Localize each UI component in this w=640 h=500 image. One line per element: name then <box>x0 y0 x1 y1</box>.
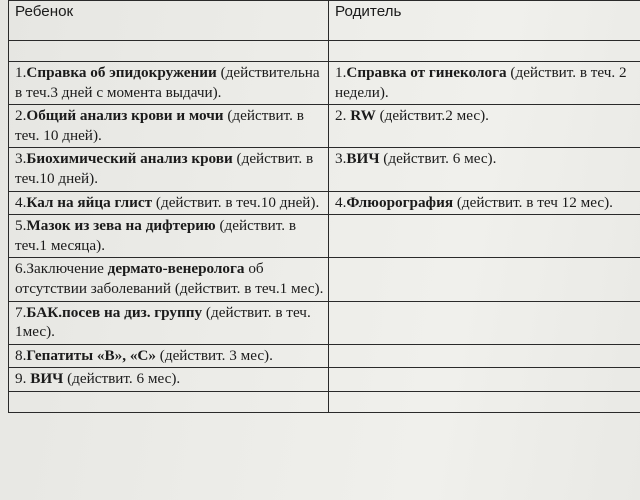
child-item-1: 1.Справка об эпидокружении (действительна в теч.3 дней с момента выдачи). <box>9 62 329 105</box>
documents-table <box>8 0 640 413</box>
parent-item-3: 3.ВИЧ (действит. 6 мес). <box>329 148 640 191</box>
parent-item-empty <box>329 301 640 344</box>
parent-item-1: 1.Справка от гинеколога (действит. в теч. 2 недели). <box>329 62 640 105</box>
table-row <box>9 391 640 412</box>
table-row <box>9 344 640 368</box>
parent-item-empty <box>329 215 640 258</box>
empty-cell <box>329 391 640 412</box>
table-row <box>9 258 640 301</box>
child-item-6: 6.Заключение дермато-венеролога об отсутствии заболеваний (действит. в теч.1 мес). <box>9 258 329 301</box>
parent-item-4: 4.Флюорография (действит. в теч 12 мес). <box>329 191 640 215</box>
parent-item-2: 2. RW (действит.2 мес). <box>329 105 640 148</box>
child-item-2: 2.Общий анализ крови и мочи (действит. в теч. 10 дней). <box>9 105 329 148</box>
child-item-3: 3.Биохимический анализ крови (действит. в теч.10 дней). <box>9 148 329 191</box>
spacer-cell <box>9 41 329 62</box>
child-item-7: 7.БАК.посев на диз. группу (действит. в теч. 1мес). <box>9 301 329 344</box>
table-row <box>9 215 640 258</box>
table-row <box>9 62 640 105</box>
table-row <box>9 191 640 215</box>
table-row <box>9 368 640 392</box>
table-row <box>9 148 640 191</box>
spacer-cell <box>329 41 640 62</box>
parent-item-empty <box>329 344 640 368</box>
spacer-row <box>9 41 640 62</box>
child-item-4: 4.Кал на яйца глист (действит. в теч.10 дней). <box>9 191 329 215</box>
table-row <box>9 105 640 148</box>
child-column-header: Ребенок <box>9 1 329 41</box>
child-item-9: 9. ВИЧ (действит. 6 мес). <box>9 368 329 392</box>
parent-column-header: Родитель <box>329 1 640 41</box>
header-row <box>9 1 640 41</box>
parent-item-empty <box>329 368 640 392</box>
parent-item-empty <box>329 258 640 301</box>
table-row <box>9 301 640 344</box>
child-item-8: 8.Гепатиты «В», «С» (действит. 3 мес). <box>9 344 329 368</box>
empty-cell <box>9 391 329 412</box>
child-item-5: 5.Мазок из зева на дифтерию (действит. в теч.1 месяца). <box>9 215 329 258</box>
